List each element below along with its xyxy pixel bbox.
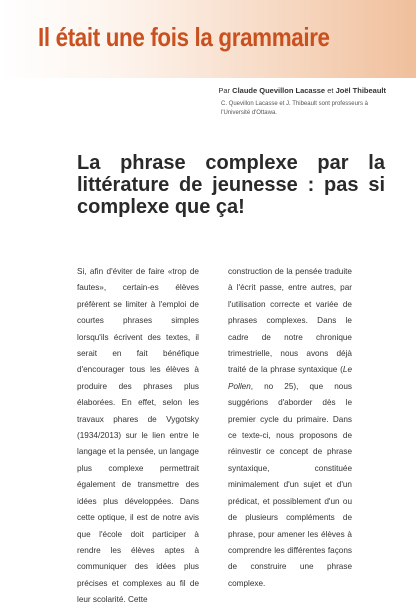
article-title: La phrase complexe par la littérature de jeunesse : pas si complexe que ça! <box>77 152 385 218</box>
body-column-2 <box>228 264 352 592</box>
body-column-1 <box>77 264 199 609</box>
series-title: Il était une fois la grammaire <box>38 22 330 52</box>
author-affiliation: C. Quevillon Lacasse et J. Thibeault sont professeurs à l'Université d'Ottawa. <box>221 101 368 116</box>
byline <box>218 86 386 95</box>
author-name: Joël Thibeault <box>335 86 386 95</box>
body-paragraph <box>228 264 352 592</box>
byline-prefix: Par <box>218 86 231 95</box>
body-text: , no 25), que nous suggérions d'aborder dès le premier cycle du primaire. Dans ce texte-ci, nous proposons de réinvestir ce concept de phrase syntaxique, constituée minimalement d'un sujet et d'un prédicat, et possiblement d'un ou de plusieurs compléments de phrase, pour amener les élèves à comprendre les différentes façons de construire une phrase complexe. <box>228 381 352 588</box>
author-name: Claude Quevillon Lacasse <box>232 86 326 95</box>
body-paragraph: Si, afin d'éviter de faire «trop de fautes», certain-es élèves préfèrent se limiter à l'emploi de courtes phrases simples lorsqu'ils écrivent des textes, il serait en fait bénéfique d'encourager tous les élèves à produire des phrases plus élaborées. En effet, selon les travaux phares de Vygotsky (1934/2013) sur le lien entre le langage et la pensée, un langage plus complexe permettrait également de transmettre des idées plus développées. Dans cette optique, il est de notre avis que l'école doit participer à rendre les élèves aptes à communiquer des idées plus précises et complexes au fil de leur scolarité. Cette <box>77 267 199 605</box>
byline-conjunction: et <box>327 86 334 95</box>
body-text: construction de la pensée traduite à l'écrit passe, entre autres, par l'utilisation correcte et variée de phrases complexes. Dans le cadre de notre chronique trimestrielle, nous avons déjà traité de la phrase syntaxique ( <box>228 267 352 375</box>
publication-title: Le Pollen <box>228 365 352 391</box>
